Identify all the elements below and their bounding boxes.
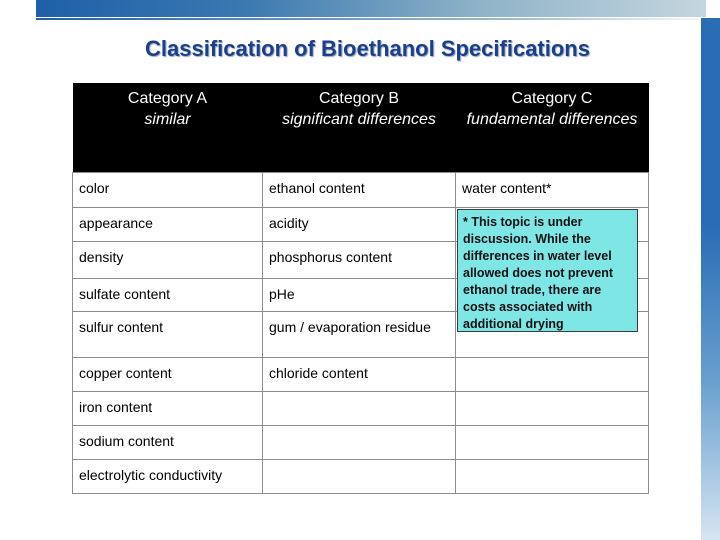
table-cell: [456, 358, 649, 392]
header-name: Category C: [511, 90, 593, 107]
table-row: [73, 173, 649, 208]
table-cell: water content*: [456, 173, 649, 208]
table-cell: acidity: [263, 208, 456, 242]
table-cell: pHe: [263, 279, 456, 312]
header-name: Category B: [318, 90, 400, 107]
table-cell: iron content: [73, 392, 263, 426]
table-cell: copper content: [73, 358, 263, 392]
table-cell: ethanol content: [263, 173, 456, 208]
table-cell: gum / evaporation residue: [263, 312, 456, 358]
table-cell: sulfate content: [73, 279, 263, 312]
table-cell: [263, 426, 456, 460]
table-row: [73, 426, 649, 460]
table-row: [73, 358, 649, 392]
table-row: [73, 460, 649, 494]
header-name: Category A: [127, 90, 208, 107]
header-row: [73, 83, 649, 173]
table-cell: chloride content: [263, 358, 456, 392]
right-decor-notch: [706, 0, 720, 17]
table-cell: [456, 460, 649, 494]
right-decor-bar: [701, 18, 720, 540]
top-decor-line: [36, 18, 720, 20]
header-sub: similar: [144, 111, 191, 128]
table-cell: sulfur content: [73, 312, 263, 358]
table-cell: [456, 392, 649, 426]
header-sub: significant differences: [282, 111, 436, 128]
table-cell: density: [73, 242, 263, 279]
table-cell: [456, 426, 649, 460]
table-cell: electrolytic conductivity: [73, 460, 263, 494]
slide-title: Classification of Bioethanol Specifications: [145, 36, 590, 61]
table-cell: phosphorus content: [263, 242, 456, 279]
header-category-c: [456, 83, 649, 173]
table-cell: [263, 392, 456, 426]
table-cell: color: [73, 173, 263, 208]
top-decor-bar: [36, 0, 720, 17]
footnote-callout: * This topic is under discussion. While the differences in water level allowed does not prevent ethanol trade, there are costs associated with additional drying: [457, 209, 638, 332]
table-cell: appearance: [73, 208, 263, 242]
header-category-b: [263, 83, 456, 173]
header-category-a: [73, 83, 263, 173]
header-sub: fundamental differences: [466, 111, 638, 128]
table-cell: [263, 460, 456, 494]
table-cell: sodium content: [73, 426, 263, 460]
table-row: [73, 392, 649, 426]
